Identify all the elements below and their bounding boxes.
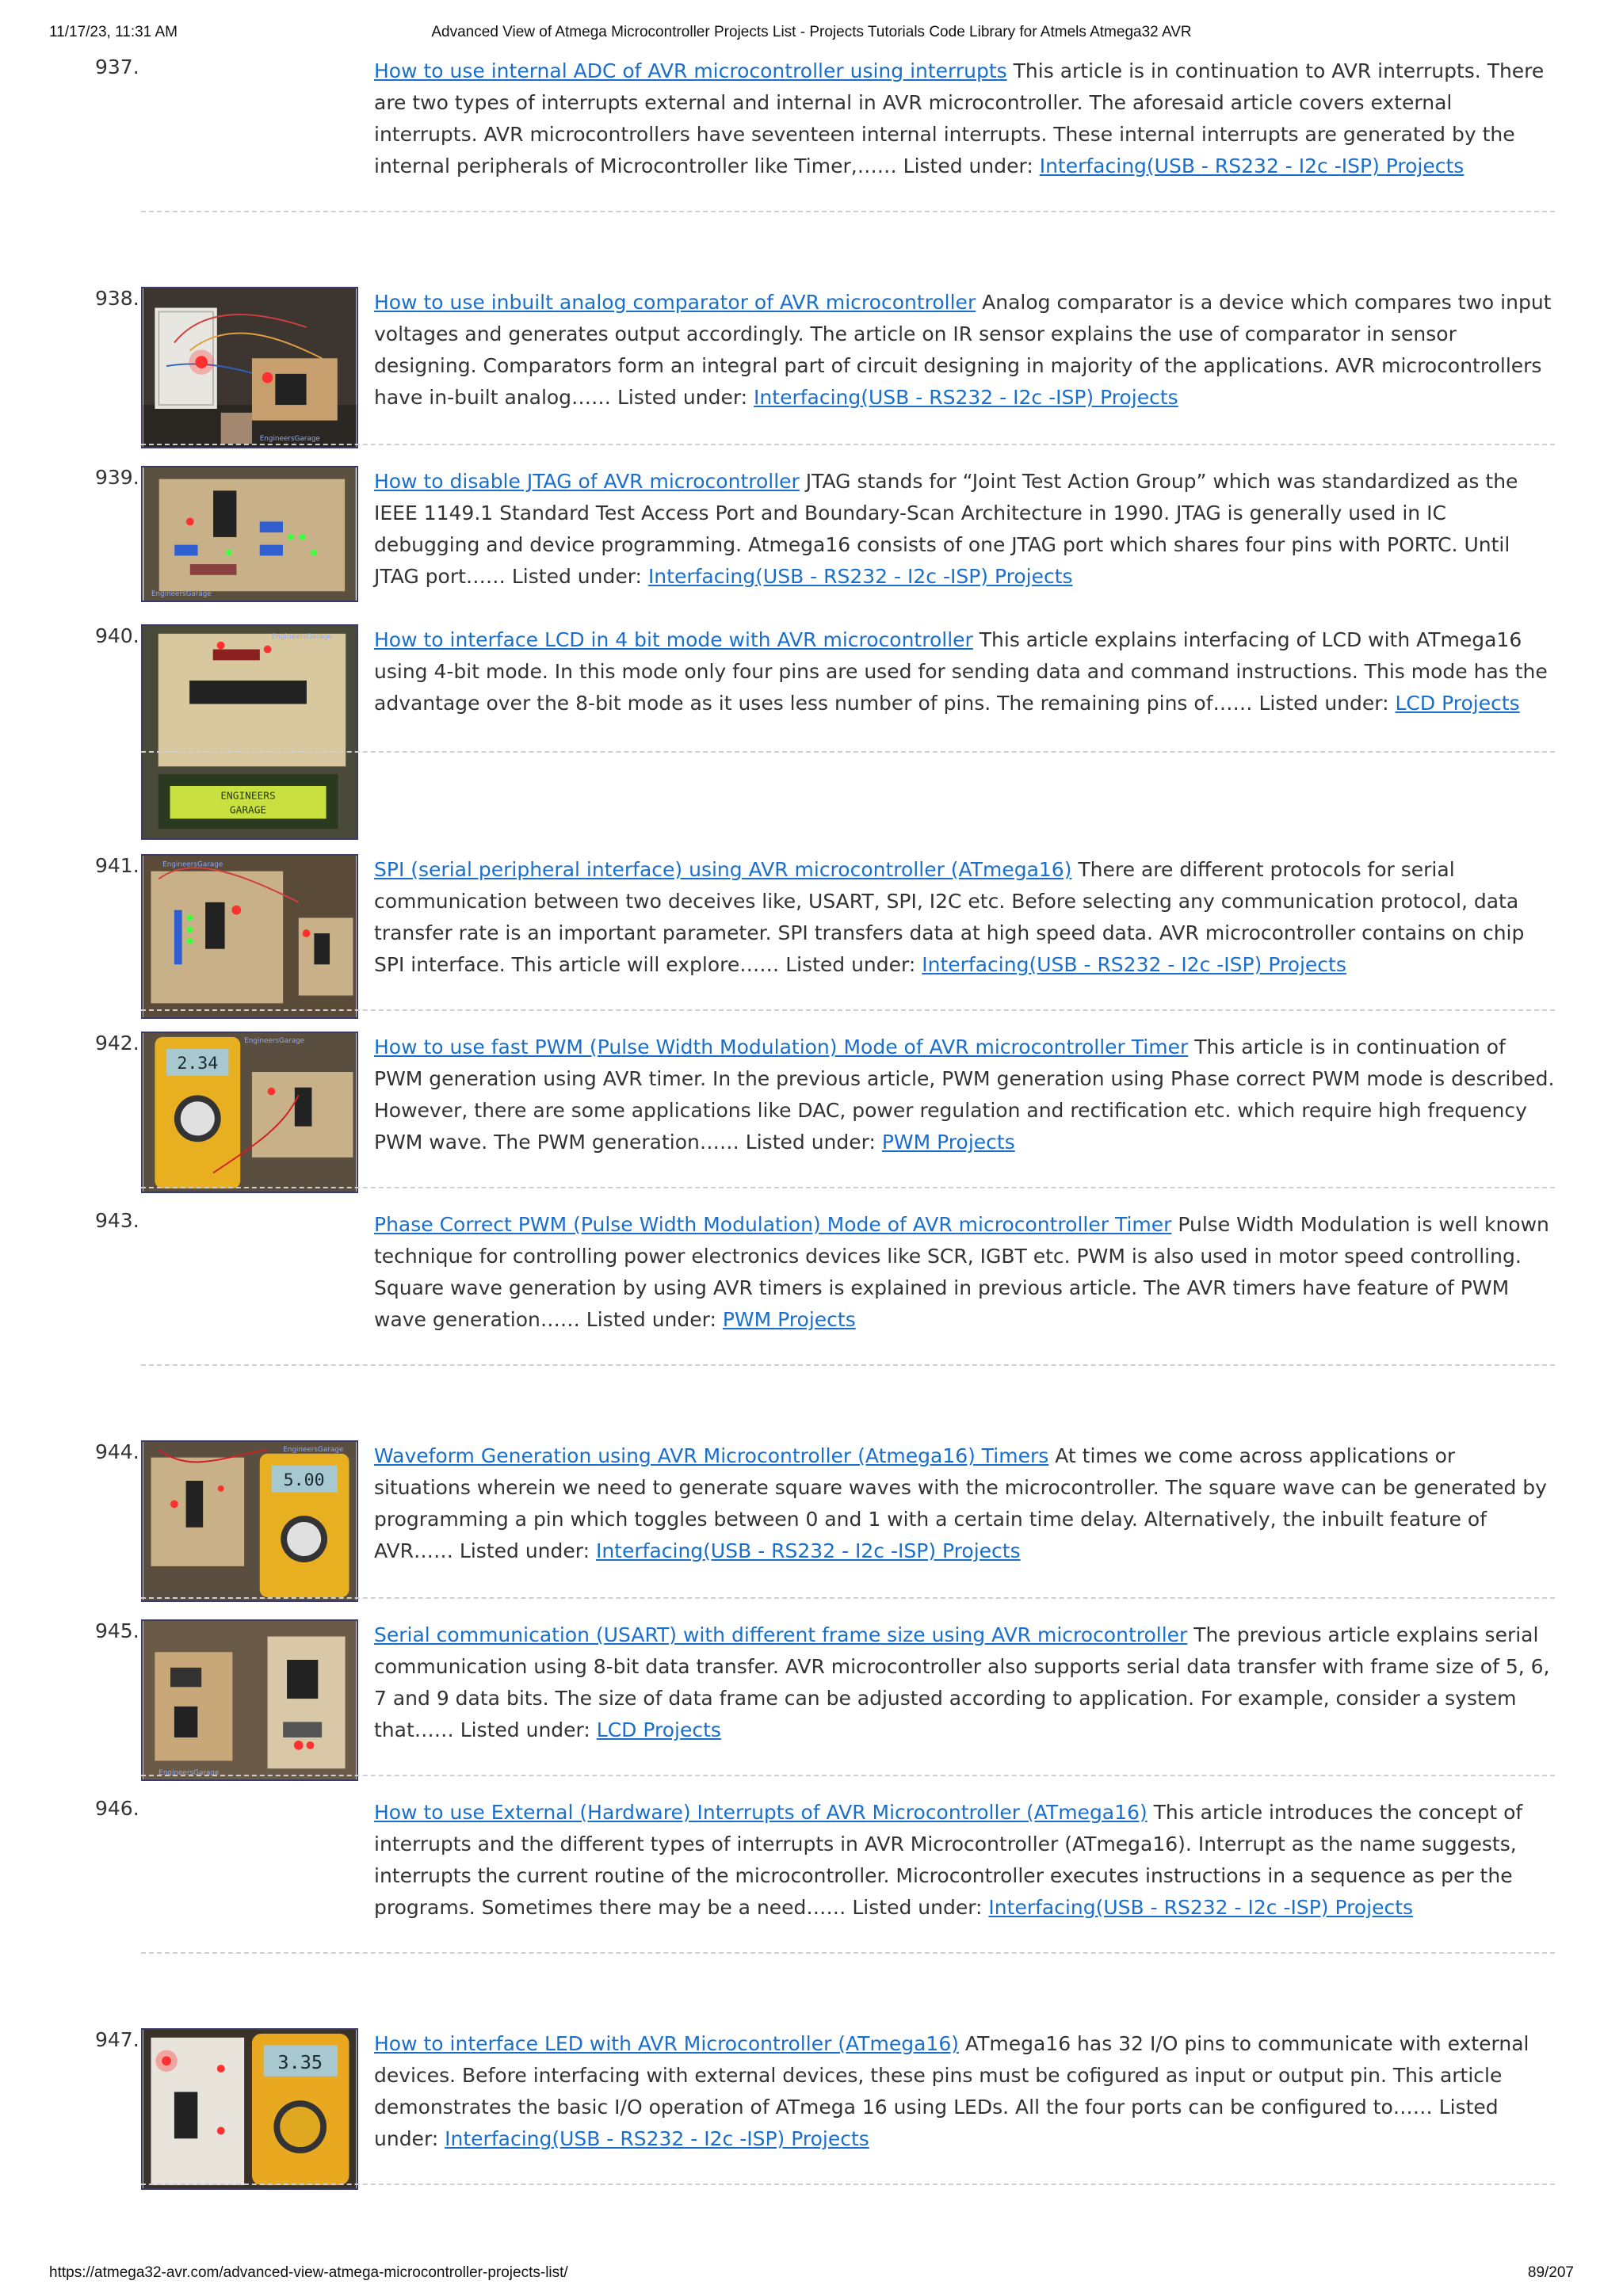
category-link[interactable]: PWM Projects bbox=[722, 1308, 856, 1331]
entry-number: 945. bbox=[95, 1619, 139, 1642]
project-description: Analog comparator is a device which compares two input voltages and generates output accordingly. The article on IR sensor explains the use of comparator in sensor designing. Comparators form an integral part of circuit designing in majority of the applications. AVR microcontrollers have in-built analog…… Listed under: bbox=[374, 291, 1552, 409]
print-title: Advanced View of Atmega Microcontroller Projects List - Projects Tutorials Code Library for Atmels Atmega32 AVR bbox=[431, 24, 1192, 40]
category-link[interactable]: Interfacing(USB - RS232 - I2c -ISP) Projects bbox=[647, 565, 1073, 588]
entry-number: 940. bbox=[95, 624, 139, 647]
project-thumbnail[interactable] bbox=[141, 287, 358, 448]
breadboard-comparator-photo bbox=[143, 288, 357, 447]
project-title-link[interactable]: How to use inbuilt analog comparator of AVR microcontroller bbox=[374, 291, 976, 314]
project-description: This article introduces the concept of interrupts and the different types of interrupts in AVR Microcontroller (ATmega16). Interrupt as the name suggests, interrupts the current routine of the microcontroller. Microcontroller executes instructions in a sequence as per the programs. Sometimes there may be a need…… Listed under: bbox=[374, 1801, 1523, 1919]
entry-number: 938. bbox=[95, 287, 139, 310]
separator bbox=[141, 1009, 1555, 1011]
entry-text bbox=[374, 1032, 1555, 1158]
project-thumbnail[interactable] bbox=[141, 624, 358, 840]
project-description: At times we come across applications or situations wherein we need to generate square waves with the microcontroller. The square wave can be generated by programming a pin which toggles between 0 and 1 with a certain time delay. Alternatively, the inbuilt feature of AVR…… Listed under: bbox=[374, 1444, 1547, 1562]
separator bbox=[141, 1597, 1555, 1599]
category-link[interactable]: Interfacing(USB - RS232 - I2c -ISP) Projects bbox=[754, 386, 1178, 409]
meter-readout: 5.00 bbox=[283, 1470, 325, 1490]
separator bbox=[141, 444, 1555, 445]
entry-number: 946. bbox=[95, 1797, 139, 1820]
spi-boards-photo bbox=[143, 856, 357, 1017]
project-title-link[interactable]: How to interface LCD in 4 bit mode with AVR microcontroller bbox=[374, 628, 973, 651]
meter-readout: 2.34 bbox=[177, 1054, 219, 1074]
project-title-link[interactable]: Serial communication (USART) with different frame size using AVR microcontroller bbox=[374, 1623, 1188, 1646]
project-description: Pulse Width Modulation is well known technique for controlling power electronics devices like SCR, IGBT etc. PWM is also used in motor speed controlling. Square wave generation by using AVR timers is explained in previous article. The AVR timers have feature of PWM wave generation…… Listed under: bbox=[374, 1213, 1549, 1331]
fast-pwm-multimeter-photo bbox=[143, 1033, 357, 1192]
watermark-label: EngineersGarage bbox=[162, 860, 223, 869]
project-title-link[interactable]: Waveform Generation using AVR Microcontroller (Atmega16) Timers bbox=[374, 1444, 1049, 1467]
project-description: This article is in continuation to AVR interrupts. There are two types of interrupts external and internal in AVR microcontroller. The aforesaid article covers external interrupts. AVR microcontrollers have seventeen internal interrupts. These internal interrupts are generated by the internal peripherals of Microcontroller like Timer,…… Listed under: bbox=[374, 59, 1545, 177]
page-url: https://atmega32-avr.com/advanced-view-atmega-microcontroller-projects-list/ bbox=[49, 2264, 568, 2281]
project-thumbnail[interactable] bbox=[141, 1440, 358, 1602]
page-number: 89/207 bbox=[1527, 2264, 1574, 2281]
entry-number: 947. bbox=[95, 2028, 139, 2051]
meter-readout: 3.35 bbox=[277, 2051, 323, 2074]
project-title-link[interactable]: SPI (serial peripheral interface) using AVR microcontroller (ATmega16) bbox=[374, 858, 1072, 881]
print-date: 11/17/23, 11:31 AM bbox=[49, 24, 178, 40]
project-title-link[interactable]: How to use internal ADC of AVR microcontroller using interrupts bbox=[374, 59, 1007, 82]
project-description: JTAG stands for “Joint Test Action Group” which was standardized as the IEEE 1149.1 Standard Test Access Port and Boundary-Scan Architecture in 1990. JTAG is generally used in IC debugging and device programming. Atmega16 consists of one JTAG port which shares four pins with PORTC. Until JTAG port…… Listed under: bbox=[374, 470, 1518, 588]
entry-text bbox=[374, 2028, 1555, 2155]
print-footer bbox=[0, 2264, 1623, 2288]
category-link[interactable]: Interfacing(USB - RS232 - I2c -ISP) Projects bbox=[595, 1539, 1021, 1562]
entry-number: 937. bbox=[95, 55, 139, 78]
separator bbox=[141, 2183, 1555, 2185]
project-title-link[interactable]: How to use External (Hardware) Interrupts of AVR Microcontroller (ATmega16) bbox=[374, 1801, 1148, 1824]
category-link[interactable]: Interfacing(USB - RS232 - I2c -ISP) Projects bbox=[922, 953, 1346, 976]
waveform-multimeter-photo bbox=[143, 1442, 357, 1600]
project-description: This article is in continuation of PWM generation using AVR timer. In the previous article, PWM generation using Phase correct PWM mode is described. However, there are some applications like DAC, power regulation and rectification etc. which require high frequency PWM wave. The PWM generation…… Listed under: bbox=[374, 1035, 1555, 1154]
entry-number: 942. bbox=[95, 1032, 139, 1055]
entry-text bbox=[374, 1797, 1555, 1924]
category-link[interactable]: Interfacing(USB - RS232 - I2c -ISP) Projects bbox=[988, 1896, 1414, 1919]
category-link[interactable]: Interfacing(USB - RS232 - I2c -ISP) Projects bbox=[445, 2127, 869, 2150]
entry-text bbox=[374, 854, 1555, 981]
entry-text bbox=[374, 55, 1555, 182]
entry-number: 939. bbox=[95, 466, 139, 489]
separator bbox=[141, 751, 1555, 753]
watermark-label: EngineersGarage bbox=[158, 1769, 220, 1778]
jtag-board-photo bbox=[143, 467, 357, 601]
watermark-label: EngineersGarage bbox=[259, 435, 320, 444]
entry-text bbox=[374, 287, 1555, 414]
category-link[interactable]: LCD Projects bbox=[596, 1718, 721, 1741]
project-thumbnail[interactable] bbox=[141, 854, 358, 1019]
usart-boards-photo bbox=[143, 1621, 357, 1779]
category-link[interactable]: LCD Projects bbox=[1395, 692, 1520, 715]
entry-number: 944. bbox=[95, 1440, 139, 1463]
project-description: ATmega16 has 32 I/O pins to communicate with external devices. Before interfacing with external devices, these pins must be cofigured as input or output pin. This article demonstrates the basic I/O operation of ATmega 16 using LEDs. All the four ports can be configured to…… Listed under: bbox=[374, 2032, 1529, 2150]
project-title-link[interactable]: How to interface LED with AVR Microcontroller (ATmega16) bbox=[374, 2032, 959, 2055]
lcd-line-1: ENGINEERS bbox=[220, 790, 276, 803]
entry-text bbox=[374, 1209, 1555, 1336]
lcd-board-photo bbox=[143, 626, 357, 838]
project-description: This article explains interfacing of LCD with ATmega16 using 4-bit mode. In this mode only four pins are used for sending data and command instructions. This mode has the advantage over the 8-bit mode as it uses less number of pins. The remaining pins of…… Listed under: bbox=[374, 628, 1548, 715]
project-title-link[interactable]: How to disable JTAG of AVR microcontroller bbox=[374, 470, 800, 493]
separator bbox=[141, 1364, 1555, 1366]
led-multimeter-photo bbox=[143, 2030, 357, 2188]
project-thumbnail[interactable] bbox=[141, 1032, 358, 1193]
watermark-label: EngineersGarage bbox=[151, 590, 212, 599]
entry-number: 943. bbox=[95, 1209, 139, 1232]
project-thumbnail[interactable] bbox=[141, 466, 358, 602]
project-thumbnail[interactable] bbox=[141, 1619, 358, 1781]
project-description: The previous article explains serial communication using 8-bit data transfer. AVR microcontroller also supports serial data transfer with frame size of 5, 6, 7 and 9 data bits. The size of data frame can be adjusted according to application. For example, consider a system that…… Listed under: bbox=[374, 1623, 1550, 1741]
watermark-label: EngineersGarage bbox=[271, 632, 333, 641]
project-title-link[interactable]: Phase Correct PWM (Pulse Width Modulation) Mode of AVR microcontroller Timer bbox=[374, 1213, 1172, 1236]
project-description: There are different protocols for serial communication between two deceives like, USART, SPI, I2C etc. Before selecting any communication protocol, data transfer rate is an important parameter. SPI transfers data at high speed data. AVR microcontroller contains on chip SPI interface. This article will explore…… Listed under: bbox=[374, 858, 1525, 976]
separator bbox=[141, 211, 1555, 212]
lcd-line-2: GARAGE bbox=[229, 804, 267, 817]
separator bbox=[141, 1775, 1555, 1776]
entry-text bbox=[374, 1619, 1555, 1746]
entry-text bbox=[374, 624, 1555, 719]
separator bbox=[141, 1952, 1555, 1954]
project-title-link[interactable]: How to use fast PWM (Pulse Width Modulation) Mode of AVR microcontroller Timer bbox=[374, 1035, 1189, 1058]
watermark-label: EngineersGarage bbox=[283, 1445, 344, 1454]
print-header bbox=[0, 24, 1623, 48]
separator bbox=[141, 1187, 1555, 1188]
category-link[interactable]: Interfacing(USB - RS232 - I2c -ISP) Projects bbox=[1039, 154, 1465, 177]
project-thumbnail[interactable] bbox=[141, 2028, 358, 2190]
watermark-label: EngineersGarage bbox=[244, 1036, 305, 1045]
category-link[interactable]: PWM Projects bbox=[881, 1131, 1015, 1154]
entry-text bbox=[374, 1440, 1555, 1567]
entry-text bbox=[374, 466, 1555, 593]
entry-number: 941. bbox=[95, 854, 139, 877]
